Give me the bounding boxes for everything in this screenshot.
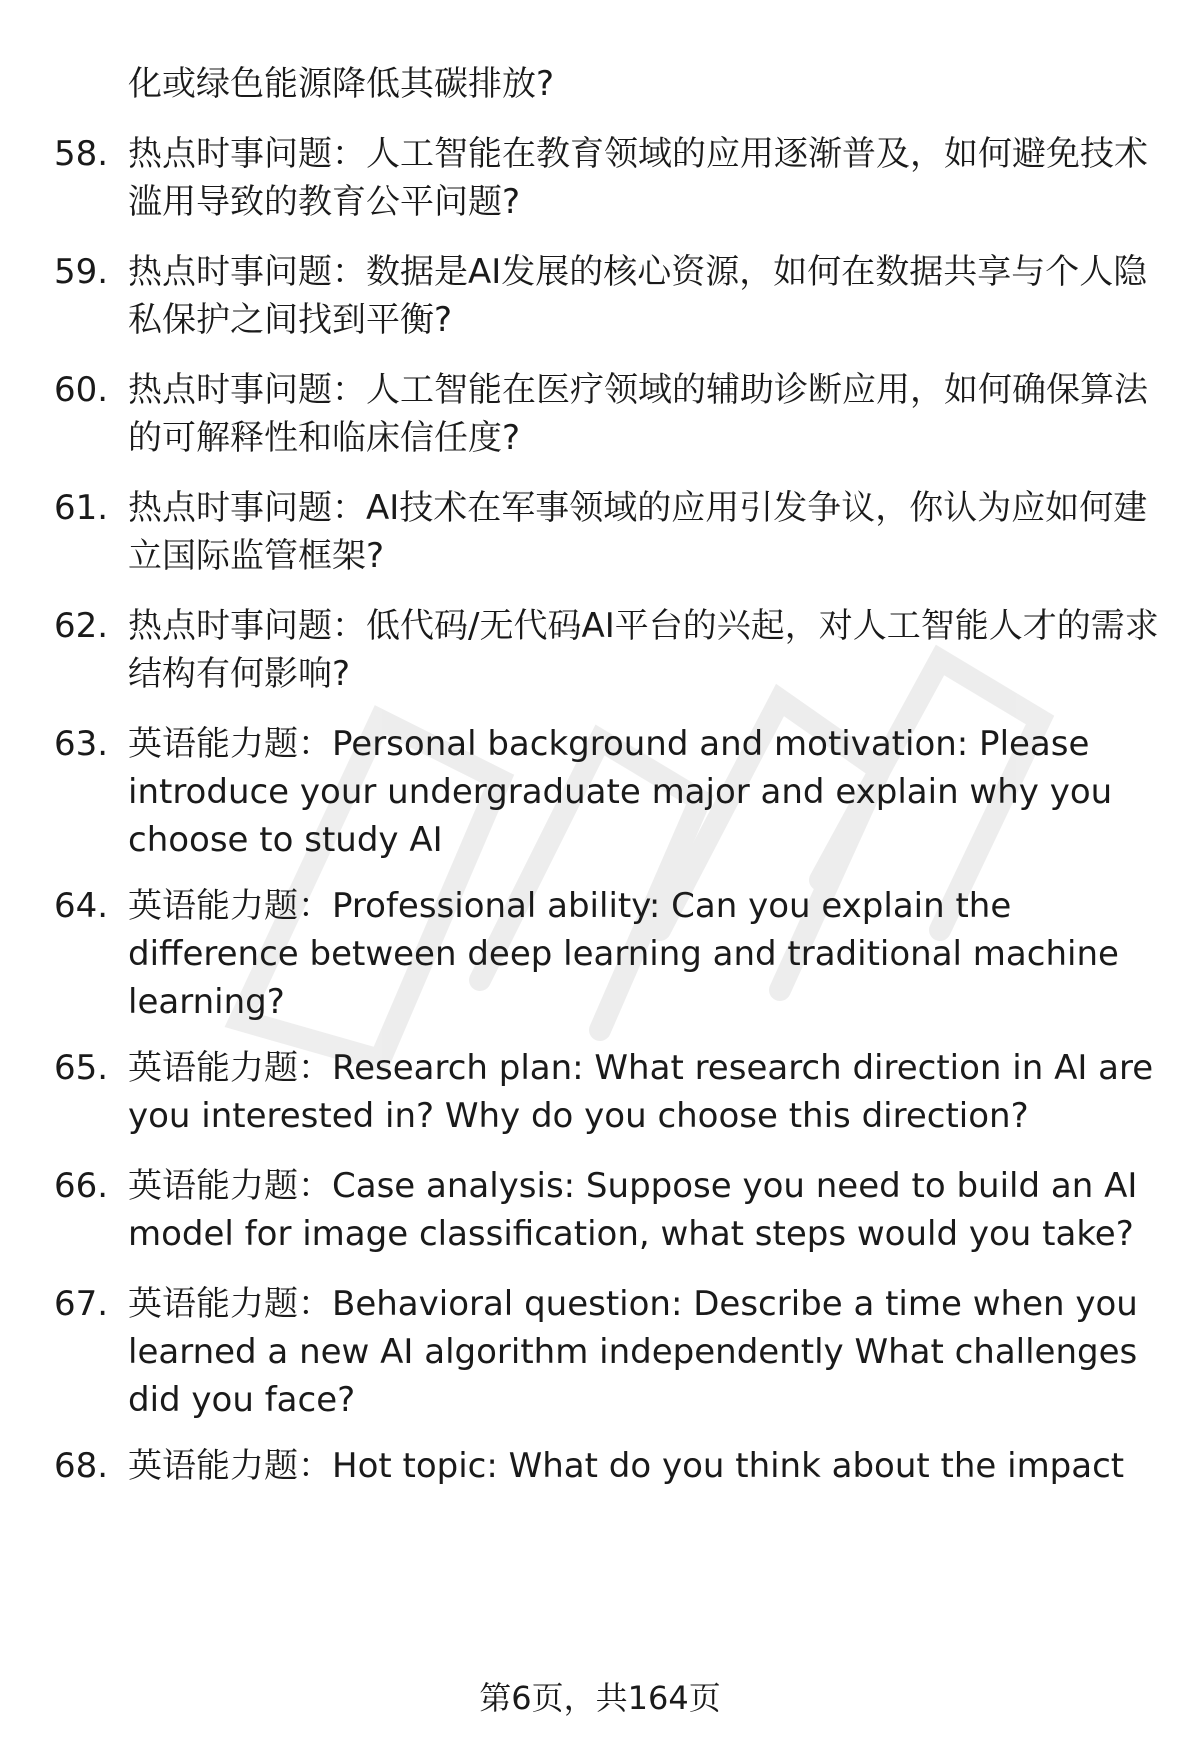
item-number: 68. (54, 1446, 109, 1486)
item-number: 65. (54, 1048, 109, 1088)
item-text: 英语能力题：Case analysis: Suppose you need to build an AI model for image classification, what steps would you take? (128, 1166, 1138, 1254)
item-number: 62. (54, 606, 109, 646)
item-text: 英语能力题：Personal background and motivation: Please introduce your undergraduate major and explain why you choose to study AI (128, 724, 1113, 860)
item-text: 热点时事问题：低代码/无代码AI平台的兴起，对人工智能人才的需求结构有何影响? (128, 606, 1159, 694)
item-text: 英语能力题：Behavioral question: Describe a time when you learned a new AI algorithm independently What challenges did you face? (128, 1284, 1138, 1420)
item-text: 英语能力题：Hot topic: What do you think about the impact (128, 1446, 1125, 1486)
item-text: 英语能力题：Professional ability: Can you explain the difference between deep learning and traditional machine learning? (128, 886, 1119, 1022)
continuation-line: 化或绿色能源降低其碳排放? (128, 64, 555, 104)
item-text: 热点时事问题：AI技术在军事领域的应用引发争议，你认为应如何建立国际监管框架? (128, 488, 1148, 576)
item-number: 59. (54, 252, 109, 292)
item-number: 58. (54, 134, 109, 174)
item-text: 热点时事问题：人工智能在教育领域的应用逐渐普及，如何避免技术滥用导致的教育公平问题? (128, 134, 1148, 222)
page-footer: 第6页，共164页 (479, 1679, 721, 1717)
item-number: 67. (54, 1284, 109, 1324)
item-text: 热点时事问题：数据是AI发展的核心资源，如何在数据共享与个人隐私保护之间找到平衡? (128, 252, 1148, 340)
item-number: 66. (54, 1166, 109, 1206)
item-text: 热点时事问题：人工智能在医疗领域的辅助诊断应用，如何确保算法的可解释性和临床信任度? (128, 370, 1148, 458)
item-text: 英语能力题：Research plan: What research direction in AI are you interested in? Why do you choose this direction? (128, 1048, 1154, 1136)
item-number: 60. (54, 370, 109, 410)
item-number: 64. (54, 886, 109, 926)
item-number: 61. (54, 488, 109, 528)
item-number: 63. (54, 724, 109, 764)
